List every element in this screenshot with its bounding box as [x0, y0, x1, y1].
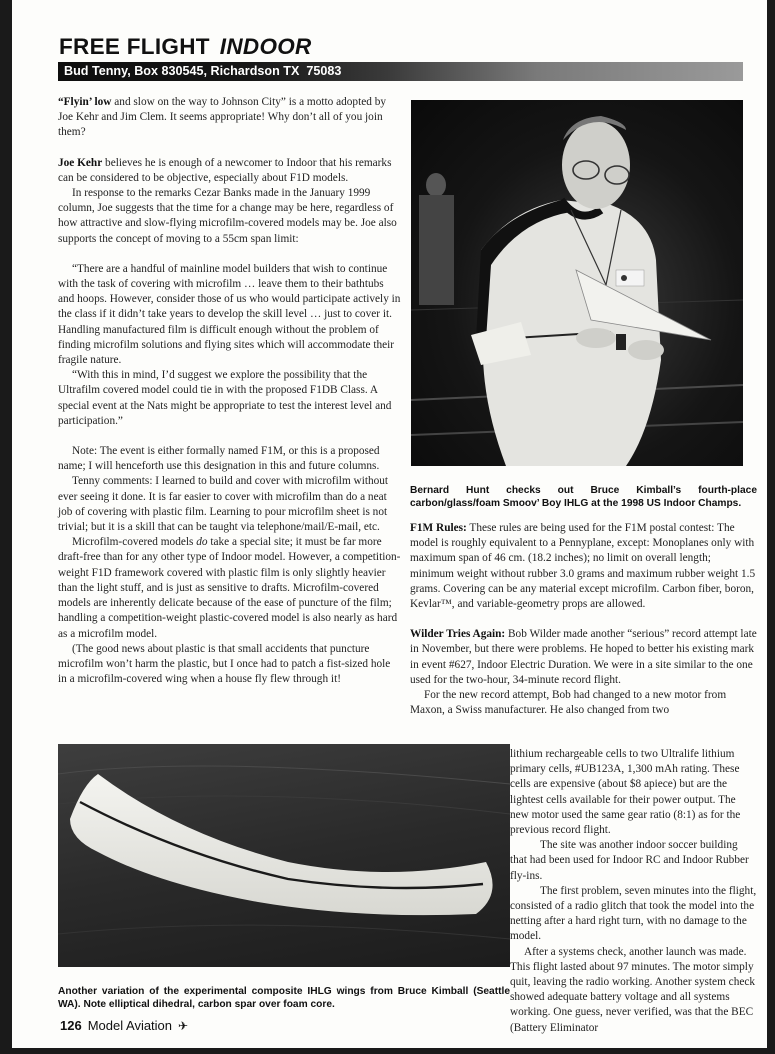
- photo-caption-ihlg-wing: Another variation of the experimental composite IHLG wings from Bruce Kimball (Seattle WA). Note elliptical dihedral, carbon spar over foam core.: [58, 986, 510, 1010]
- column-title: [59, 34, 312, 60]
- response-paragraph: In response to the remarks Cezar Banks made in the January 1999 column, Joe suggests that the time for a change may be here, regardless of how attractive and slow-flying microfilm-covered models may be. Joe also supports the concept of moving to a 55cm span limit:: [58, 187, 397, 245]
- photo-bernard-hunt: [411, 100, 743, 466]
- microfilm-paragraph: Microfilm-covered models do take a special site; it must be far more draft-free than for any other type of Indoor model. However, a competition-weight F1D framework covered with plastic film is only slightly heavier than the light stuff, and is just as sensitive to drafts. Microfilm-covered models are inherently delicate because of the ease of puncture of the film; handling a competition-weight plastic-covered model is also nearly as hard as a microfilm model.: [58, 536, 401, 640]
- joe-kehr-paragraph: Joe Kehr believes he is enough of a newcomer to Indoor that his remarks can be considered to be objective, especially about F1D models.: [58, 156, 392, 184]
- cells-paragraph: lithium rechargeable cells to two Ultralife lithium primary cells, #UB123A, 1,300 mAh rating. These cells are expensive (about $8 apiece) but are the lightest cells available for their power output. The new motor used the same gear ratio (8:1) as for the previous record flight.: [510, 748, 741, 837]
- wilder-paragraph: Wilder Tries Again: Bob Wilder made another “serious” record attempt late in November, but there were problems. He hoped to better his existing mark in event #627, Indoor Electric Duration. We were in a site similar to the one used for the two-hour, 34-minute record flight.: [410, 628, 757, 686]
- intro-paragraph: “Flyin’ low and slow on the way to Johnson City” is a motto adopted by Joe Kehr and Jim Clem. It seems appropriate! Why don’t all of you join them?: [58, 96, 387, 139]
- site-paragraph: The site was another indoor soccer building that had been used for Indoor RC and Indoor Rubber fly-ins.: [510, 839, 749, 882]
- photo-illustration: [411, 100, 743, 466]
- intro-lead: “Flyin’ low: [58, 96, 112, 108]
- new-motor-paragraph: For the new record attempt, Bob had changed to a new motor from Maxon, a Swiss manufacturer. He also changed from two: [410, 689, 727, 717]
- joe-kehr-lead: Joe Kehr: [58, 156, 103, 169]
- systems-check-paragraph: After a systems check, another launch was made. This flight lasted about 97 minutes. The motor simply quit, leaving the radio working. Another system check showed adequate battery voltage and all systems working. One guess, never verified, was that the BEC (Battery Eliminator: [510, 945, 756, 1034]
- narrow-column: [510, 747, 757, 1036]
- tenny-comments-paragraph: Tenny comments: I learned to build and cover with microfilm without ever seeing it done. It is far easier to cover with microfilm than do a neat job of covering with plastic film. Learning to pour microfilm sheet is not trivial; but it is a skill that can be taught via telephone/mail/E-mail, etc.: [58, 475, 389, 534]
- note-paragraph: Note: The event is either formally named F1M, or this is a proposed name; I will henceforth use this designation in this and future columns.: [58, 445, 380, 473]
- title-main: FREE FLIGHT: [59, 34, 210, 59]
- airplane-icon: ✈: [178, 1019, 189, 1033]
- publication-name: Model Aviation: [87, 1018, 173, 1033]
- quote-paragraph-2: “With this in mind, I’d suggest we explore the possibility that the Ultrafilm covered model could tie in with the proposed F1DB Class. A special event at the Nats might be appropriate to test the interest level and participation.”: [58, 369, 392, 427]
- wing-illustration: [58, 744, 510, 967]
- photo-caption-bernard-hunt: Bernard Hunt checks out Bruce Kimball’s fourth-place carbon/glass/foam Smoov’ Boy IHLG at the 1998 US Indoor Champs.: [410, 485, 757, 509]
- right-column: [410, 521, 757, 718]
- good-news-paragraph: (The good news about plastic is that small accidents that puncture microfilm won’t harm the plastic, but I once had to patch a fist-sized hole in a microfilm-covered wing when a house fly flew through it!: [58, 642, 391, 686]
- title-sub: INDOOR: [219, 34, 312, 59]
- wilder-lead: Wilder Tries Again:: [410, 628, 506, 641]
- first-problem-paragraph: The first problem, seven minutes into the flight, consisted of a radio glitch that took the model into the netting after a hard right turn, with no damage to the model.: [510, 884, 757, 943]
- quote-paragraph-1: “There are a handful of mainline model builders that wish to continue with the task of covering with microfilm … leave them to their bathtubs and hoops. However, consider those of us who would participate actively in the class if it didn’t take years to develop the skill level … just to cover it. Handling manufactured film is difficult enough without the problem of finding microfilm solutions and flying sites which will accommodate their fragile nature.: [58, 262, 401, 367]
- f1m-rules-lead: F1M Rules:: [410, 522, 467, 534]
- page-footer: [60, 1018, 188, 1033]
- magazine-page: [12, 0, 767, 1048]
- author-byline: Bud Tenny, Box 830545, Richardson TX 75083: [64, 64, 342, 78]
- f1m-rules-paragraph: F1M Rules: These rules are being used for the F1M postal contest: The model is roughly equivalent to a Pennyplane, except: Monoplanes only with maximum span of 46 cm. (18.2 inches); no limit on overall length; minimum weight without rubber 3.0 grams and maximum rubber weight 1.5 grams. Covering can be any material except microfilm. Carbon fiber, boron, Kevlar™, and variable-geometry props are allowed.: [410, 522, 756, 611]
- page-number: 126: [60, 1018, 82, 1033]
- left-column: [58, 95, 401, 687]
- photo-ihlg-wing: [58, 744, 510, 967]
